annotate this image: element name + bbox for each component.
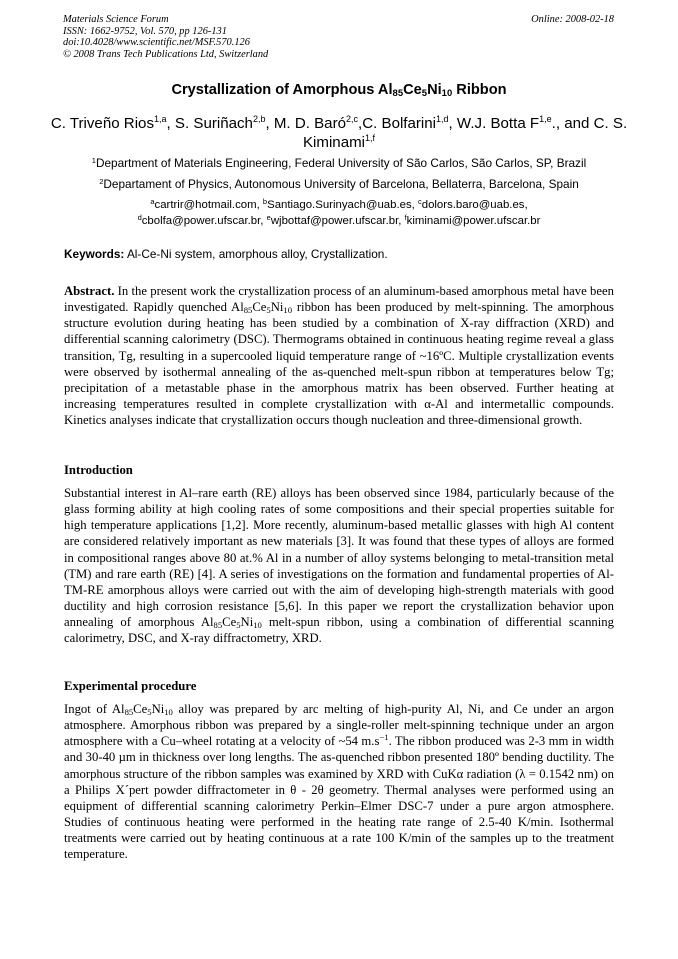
section-heading-experimental: Experimental procedure: [64, 679, 197, 693]
experimental-paragraph: Ingot of $Al_{85}Ce_5Ni_{10}$ alloy was prepared by arc melting of high-purity Al, Ni, and Ce under an argon atmosphere. Amorphous ribbon was prepared by a single-roller melt-spinning technique under an argon atmosphere with a Cu–wheel rotating at a velocity of ~54 $m.s^{-1}$. The ribbon produced was 2-3 mm in width and 30-40 µm in thickness over long lengths. The as-quenched ribbon presented 180º bending ductility. The amorphous structure of the ribbon samples was examined by XRD with CuKα radiation (λ = 0.1542 nm) on a Philips X´pert powder diffractometer in θ - 2θ geometry. Thermal analyses were performed using an equipment of differential scanning calorimetry Perkin–Elmer DSC-7 under a pure argon atmosphere. Studies of continuous heating were performed in the heating rate range of 2.5-40 K/min. Isothermal treatments were carried out by heating continuous at a rate 100 K/min of the samples up to the treatment temperature.: [64, 702, 614, 862]
email-link[interactable]: cartrir@hotmail.com,: [154, 199, 263, 211]
email-link[interactable]: dolors.baro@uab.es,: [421, 199, 528, 211]
email-link[interactable]: cbolfa@power.ufscar.br,: [141, 215, 267, 227]
section-heading-introduction: Introduction: [64, 463, 133, 477]
affiliation-1: $^1$Department of Materials Engineering, Federal University of São Carlos, São Carlos, SP, Brazil: [91, 156, 587, 170]
affiliation-2: $^2$Departament of Physics, Autonomous University of Barcelona, Bellaterra, Barcelona, Spain: [99, 177, 579, 191]
email-line-2: $^d$cbolfa@power.ufscar.br, $^e$wjbottaf@power.ufscar.br, $^f$kiminami@power.ufscar.br: [137, 213, 541, 227]
email-link[interactable]: wjbottaf@power.ufscar.br,: [270, 215, 405, 227]
journal-name: Materials Science Forum: [63, 14, 169, 25]
keywords-text: Al-Ce-Ni system, amorphous alloy, Crystallization.: [124, 247, 388, 261]
author-emails: [0, 197, 678, 229]
keywords: [64, 247, 616, 261]
copyright-line: © 2008 Trans Tech Publications Ltd, Switzerland: [63, 48, 269, 60]
keywords-label: Keywords:: [64, 247, 125, 261]
issn-line: ISSN: 1662-9752, Vol. 570, pp 126-131: [63, 25, 227, 37]
introduction-paragraph: Substantial interest in Al–rare earth (RE) alloys has been observed since 1984, particularly because of the glass forming ability at high cooling rates of some compositions and their special properties suitable for high temperature applications [1,2]. More recently, aluminum-based metallic glasses with high Al content are considered relatively important as new materials [3]. It was found that these types of alloys are formed in compositional ranges above 80 at.% Al in a number of alloy systems belonging to metal-transition metal (TM) and rare earth (RE) [4]. A series of investigations on the formation and fundamental properties of Al-TM-RE amorphous alloys were carried out with the aim of developing high-strength materials with good ductility and high corrosion resistance [5,6]. In this paper we report the crystallization behavior upon annealing of amorphous $Al_{85}Ce_5Ni_{10}$ melt-spun ribbon, using a combination of differential scanning calorimetry, DSC, and X-ray diffractometry, XRD.: [64, 486, 614, 646]
author-list: C. Triveño Rios$^{1,a}$, S. Suriñach$^{2,b}$, M. D. Baró$^{2,c}$,C. Bolfarini$^{1,d}$, W.J. Botta F$^{1,e}$., and C. S. Kiminami$^{1,f}$: [50, 114, 628, 151]
journal-header: [63, 14, 268, 60]
email-link[interactable]: Santiago.Surinyach@uab.es,: [267, 199, 418, 211]
email-line-1: $^a$cartrir@hotmail.com, $^b$Santiago.Surinyach@uab.es, $^c$dolors.baro@uab.es,: [150, 197, 528, 211]
email-link[interactable]: kiminami@power.ufscar.br: [406, 215, 541, 227]
abstract-paragraph: Abstract. In the present work the crystallization process of an aluminum-based amorphous metal have been investigated. Rapidly quenched $Al_{85}Ce_5Ni_{10}$ ribbon has been produced by melt-spinning. The amorphous structure evolution during heating has been studied by a combination of X-ray diffraction (XRD) and differential scanning calorimetry (DSC). Thermograms obtained in continuous heating regime reveal a glass transition, Tg, resulting in a supercooled liquid temperature range of ~16ºC. Multiple crystallization events were observed by isothermal annealing of the as-quenched melt-spun ribbon at temperatures below Tg; precipitation of a metastable phase in the amorphous matrix has been observed. Further heating at increasing temperatures resulted in complete crystallization with α-Al and intermetallic compounds. Kinetics analyses indicate that crystallization occurs though nucleation and three-dimensional growth.: [64, 284, 614, 428]
online-date: Online: 2008-02-18: [531, 14, 614, 25]
doi-line: doi:10.4028/www.scientific.net/MSF.570.126: [63, 37, 250, 49]
paper-title: Crystallization of Amorphous $Al_{85}Ce_5Ni_{10}$ Ribbon: [171, 82, 507, 99]
abstract-label: Abstract.: [64, 284, 115, 298]
